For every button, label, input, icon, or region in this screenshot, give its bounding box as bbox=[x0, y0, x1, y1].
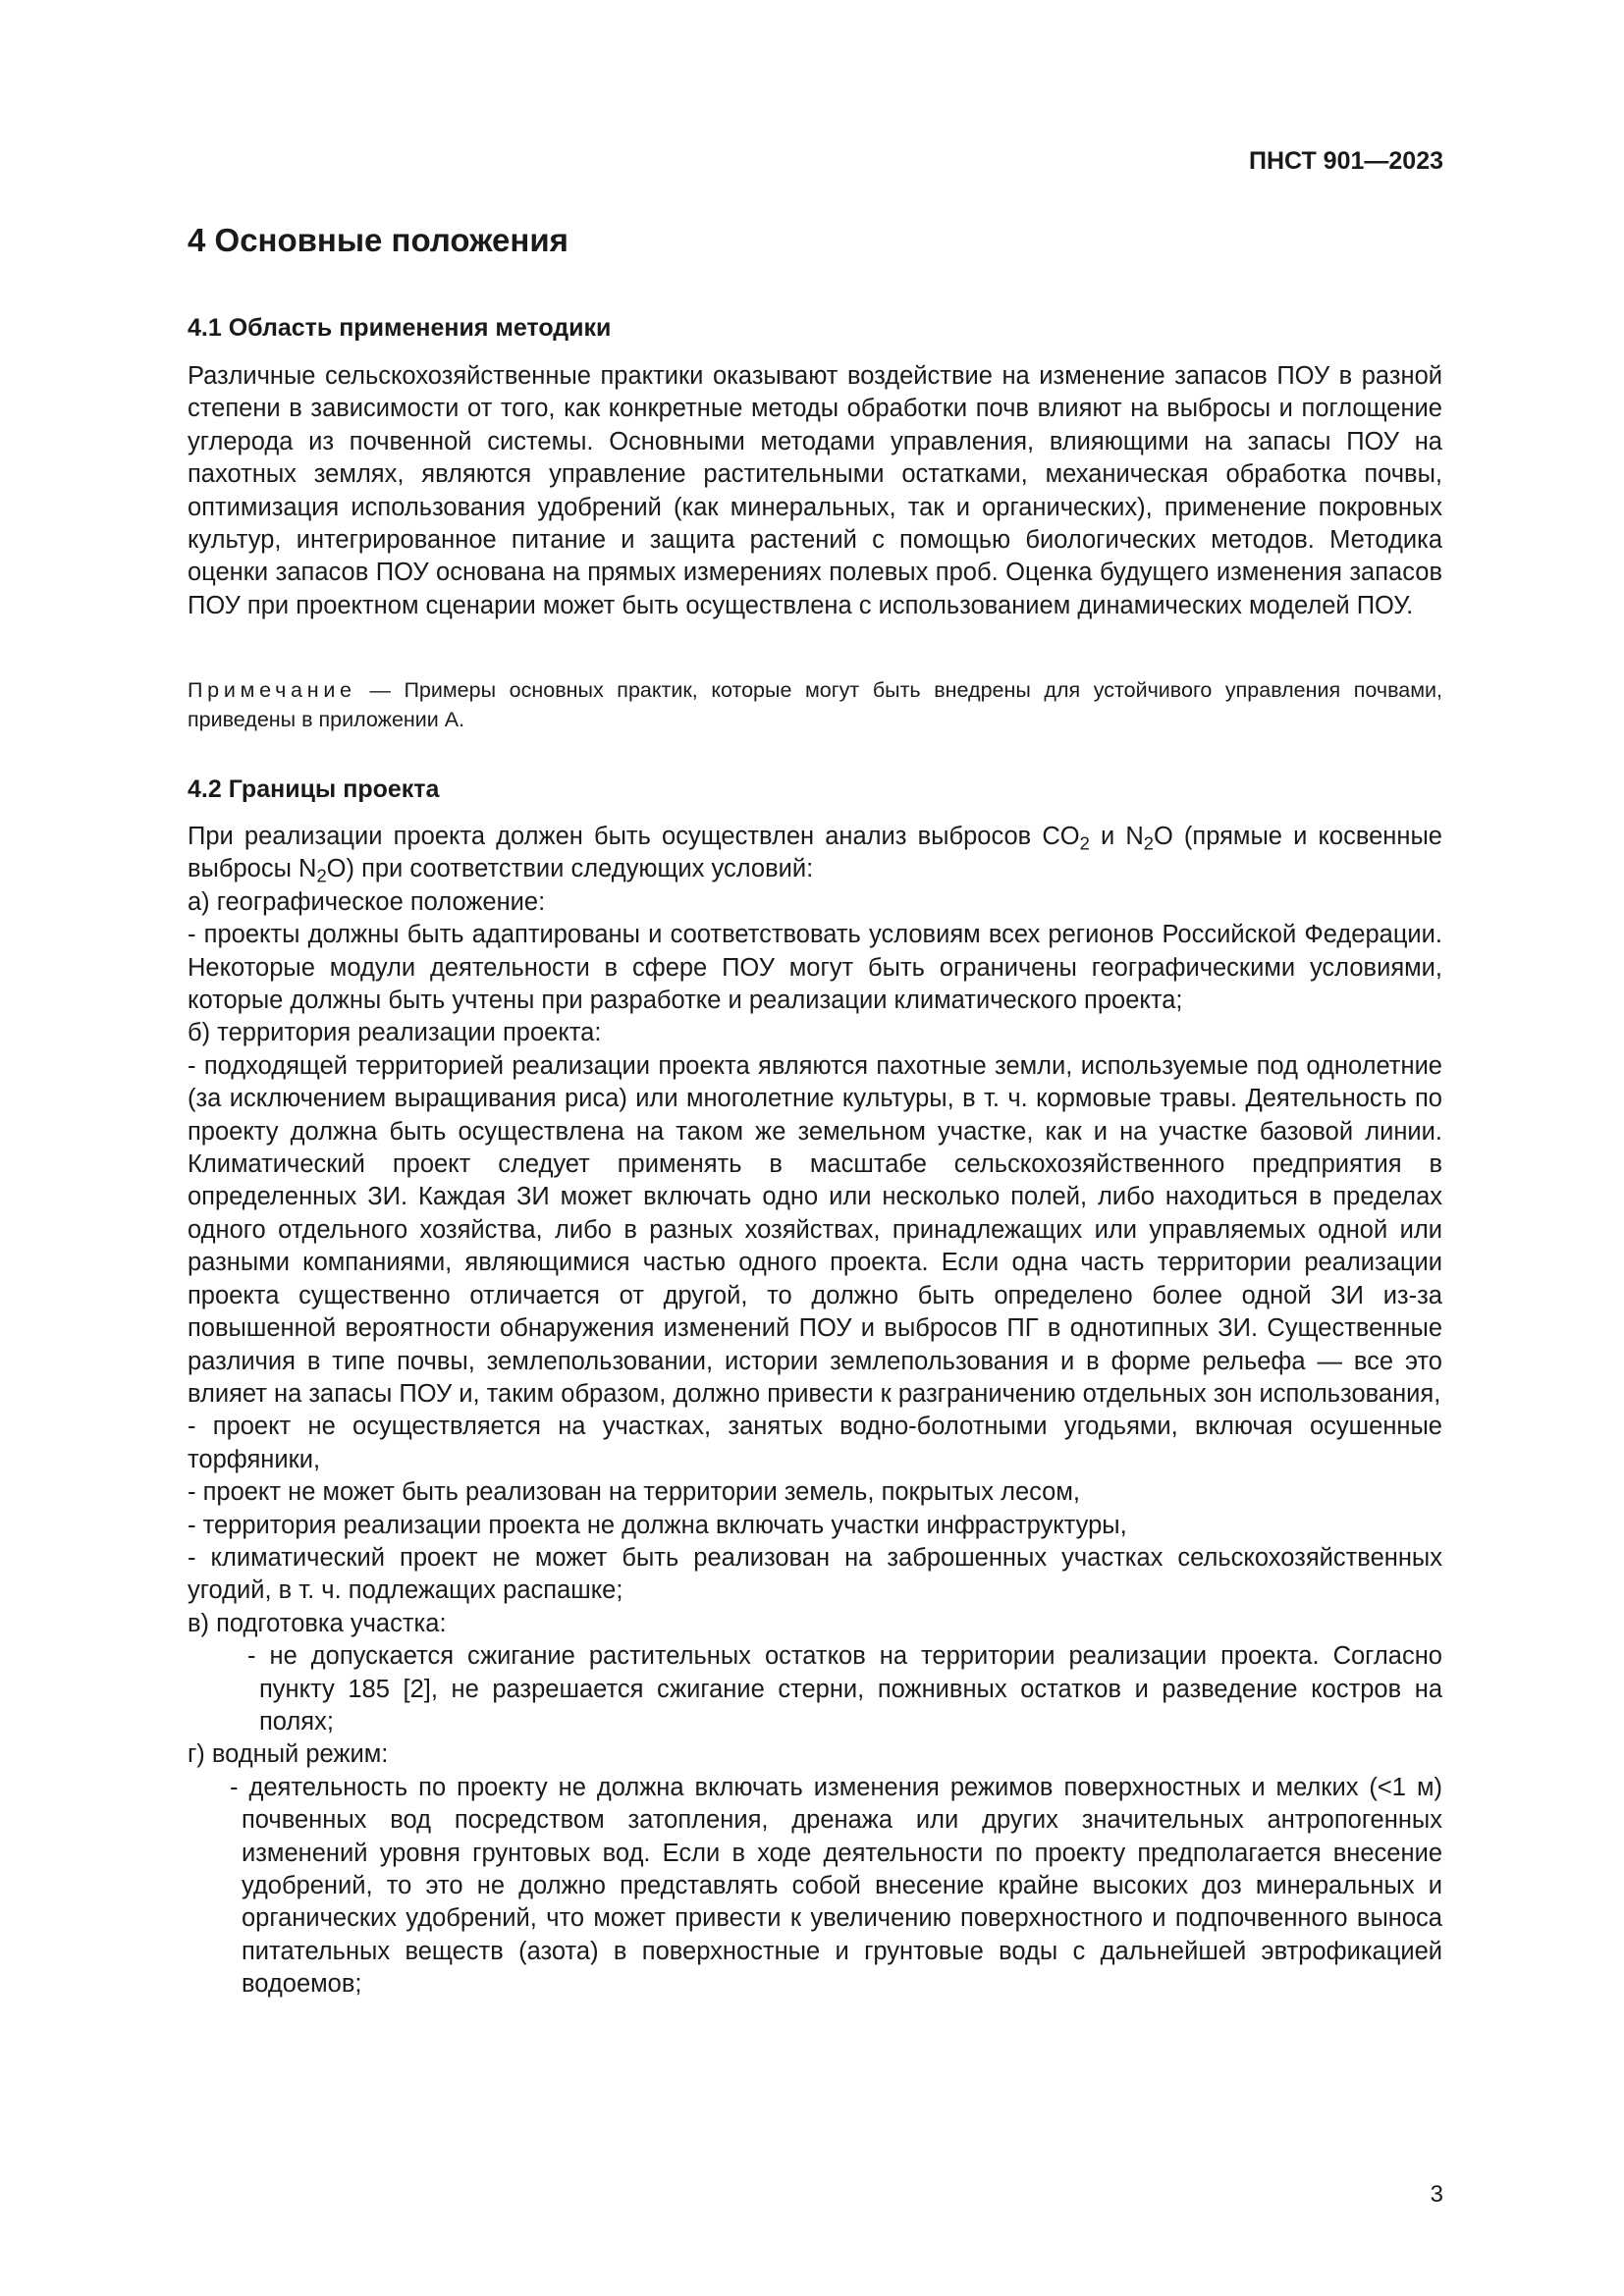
list-item-b-detail: - климатический проект не может быть реализован на заброшенных участках сельскохозяйственных угодий, в т. ч. подлежащих распашке; bbox=[188, 1543, 1442, 1605]
list-item-b-detail: - территория реализации проекта не должна включать участки инфраструктуры, bbox=[188, 1511, 1127, 1539]
section-4-2-body bbox=[188, 821, 1442, 2002]
document-code: ПНСТ 901—2023 bbox=[1249, 147, 1443, 175]
note bbox=[188, 675, 1442, 734]
list-item-v: в) подготовка участка: bbox=[188, 1609, 447, 1637]
list-item-a: а) географическое положение: bbox=[188, 887, 546, 916]
note-label: Примечание bbox=[188, 678, 356, 702]
note-text: — Примеры основных практик, которые могут быть внедрены для устойчивого управления почвами, приведены в приложении А. bbox=[188, 678, 1442, 731]
list-item-g: г) водный режим: bbox=[188, 1740, 389, 1769]
intro-paragraph bbox=[188, 821, 1442, 886]
intro-text: и N bbox=[1089, 823, 1144, 850]
list-item-b: б) территория реализации проекта: bbox=[188, 1019, 602, 1047]
list-item-g-text: - деятельность по проекту не должна включать изменения режимов поверхностных и мелких (<1 м) почвенных вод посредством затопления, дренажа или других значительных антропогенных изменений уровня грунтовых вод. Если в ходе деятельности по проекту предполагается внесение удобрений, то это не должно представлять собой внесение крайне высоких доз минеральных и органических удобрений, что может привести к увеличению поверхностного и подпочвенного выноса питательных веществ (азота) в поверхностные и грунтовые воды с дальнейшей эвтрофикацией водоемов; bbox=[230, 1773, 1442, 1999]
list-item-b-detail: - подходящей территорией реализации проекта являются пахотные земли, используемые под однолетние (за исключением выращивания риса) или многолетние культуры, в т. ч. кормовые травы. Деятельность по проекту должна быть осуществлена на таком же земельном участке, как и на участке базовой линии. Климатический проект следует применять в масштабе сельскохозяйственного предприятия в определенных ЗИ. Каждая ЗИ может включать одно или несколько полей, либо находиться в пределах одного отдельного хозяйства, либо в разных хозяйствах, принадлежащих или управляемых одной или разными компаниями, являющимися частью одного проекта. Если одна часть территории реализации проекта существенно отличается от другой, то должно быть определено более одной ЗИ из-за повышенной вероятности обнаружения изменений ПОУ и выбросов ПГ в однотипных ЗИ. Существенные различия в типе почвы, землепользовании, истории землепользования и в форме рельефа — все это влияет на запасы ПОУ и, таким образом, должно привести к разграничению отдельных зон использования, bbox=[188, 1051, 1442, 1408]
note-paragraph bbox=[188, 675, 1442, 734]
subsection-title-4-1: 4.1 Область применения методики bbox=[188, 314, 612, 342]
paragraph: Различные сельскохозяйственные практики оказывают воздействие на изменение запасов ПОУ в разной степени в зависимости от того, как конкретные методы обработки почв влияют на выбросы и поглощение углерода из почвенной системы. Основными методами управления, влияющими на запасы ПОУ на пахотных землях, являются управление растительными остатками, механическая обработка почвы, оптимизация использования удобрений (как минеральных, так и органических), применение покровных культур, интегрированное питание и защита растений с помощью биологических методов. Методика оценки запасов ПОУ основана на прямых измерениях полевых проб. Оценка будущего изменения запасов ПОУ при проектном сценарии может быть осуществлена с использованием динамических моделей ПОУ. bbox=[188, 362, 1442, 619]
page-number: 3 bbox=[1430, 2181, 1443, 2208]
intro-text: O (прямые и косвенные выбросы N bbox=[188, 823, 1442, 883]
list-item-v-text: - не допускается сжигание растительных остатков на территории реализации проекта. Согласно пункту 185 [2], не разрешается сжигание стерни, пожнивных остатков и разведение костров на полях; bbox=[247, 1642, 1442, 1735]
list-item-g-detail bbox=[188, 1772, 1442, 2002]
intro-text: O) при соответствии следующих условий: bbox=[326, 855, 814, 883]
section-title: 4 Основные положения bbox=[188, 222, 568, 258]
subscript: 2 bbox=[1079, 832, 1090, 854]
list-item-v-detail bbox=[188, 1640, 1442, 1738]
subsection-title-4-2: 4.2 Границы проекта bbox=[188, 775, 440, 803]
list-item-b-detail: - проект не осуществляется на участках, занятых водно-болотными угодьями, включая осушенные торфяники, bbox=[188, 1413, 1442, 1473]
section-4-1-body bbox=[188, 360, 1442, 622]
list-item-a-detail: - проекты должны быть адаптированы и соответствовать условиям всех регионов Российской Федерации. Некоторые модули деятельности в сфере ПОУ могут быть ограничены географическими условиями, которые должны быть учтены при разработке и реализации климатического проекта; bbox=[188, 921, 1442, 1015]
list-item-b-detail: - проект не может быть реализован на территории земель, покрытых лесом, bbox=[188, 1478, 1080, 1507]
subscript: 2 bbox=[1143, 832, 1154, 854]
subscript: 2 bbox=[316, 865, 327, 886]
intro-text: При реализации проекта должен быть осуществлен анализ выбросов CO bbox=[188, 823, 1080, 850]
